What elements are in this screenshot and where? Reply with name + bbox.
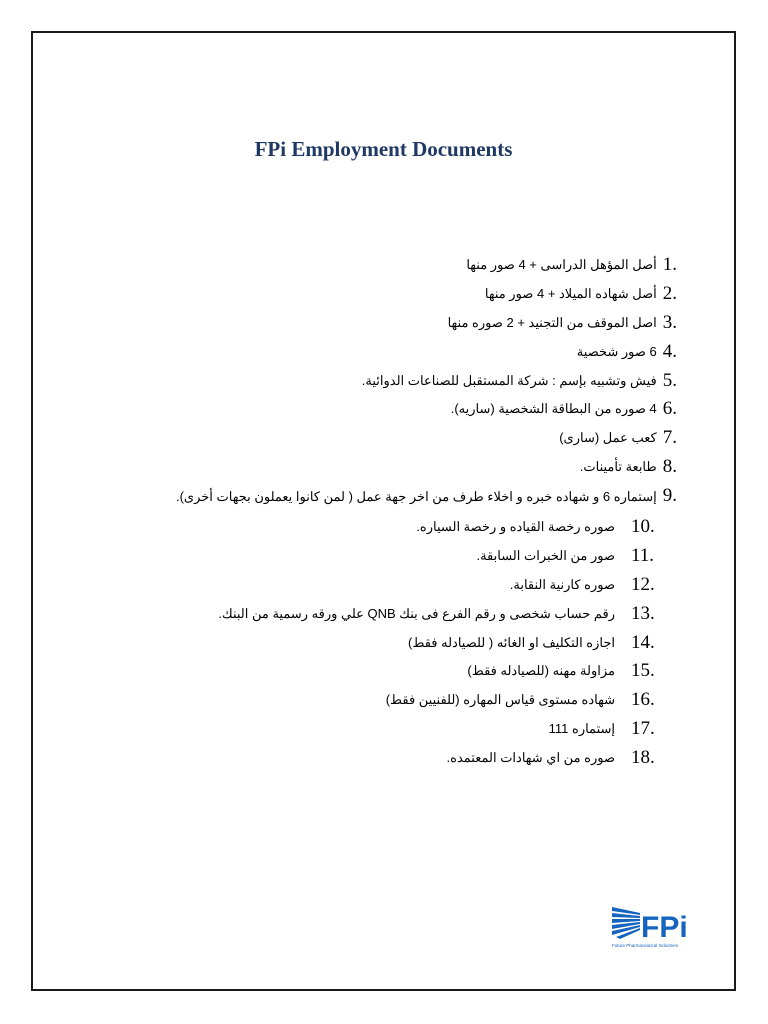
item-number: 11. [631,544,655,566]
list-item [117,575,677,595]
list-item [117,255,677,275]
list-item [117,428,677,448]
item-number: 17. [631,718,655,740]
item-number: 7. [662,427,677,449]
list-item [117,342,677,362]
list-item [117,748,677,768]
list-item [117,399,677,419]
item-text: إستماره 111 [548,721,615,737]
item-text: مزاولة مهنه (للصيادله فقط) [467,663,615,679]
item-text: اجازه التكليف او الغائه ( للصيادله فقط) [408,634,615,650]
item-text: صوره من اي شهادات المعتمده. [446,750,615,766]
item-text: أصل المؤهل الدراسى + 4 صور منها [466,257,657,272]
list-item [117,661,677,681]
list-item [117,284,677,304]
item-text: صوره كارنية النقابة. [509,576,615,592]
item-number: 10. [631,516,655,538]
item-text: 4 صوره من البطاقة الشخصية (ساريه). [450,401,657,417]
list-item [117,719,677,739]
item-number: 14. [631,631,655,653]
fpi-logo [610,899,694,949]
list-item [117,371,677,391]
item-number: 2. [662,282,677,304]
item-number: 15. [631,660,655,682]
list-item [117,604,677,624]
documents-list [117,255,677,777]
list-item [117,486,677,508]
logo-text: FPi [641,911,688,944]
item-number: 8. [662,456,677,478]
item-number: 12. [631,573,655,595]
list-item [117,633,677,653]
item-text: أصل شهاده الميلاد + 4 صور منها [484,285,657,301]
item-number: 3. [662,311,677,333]
item-text: شهاده مستوى قياس المهاره (للفنيين فقط) [385,692,615,708]
item-number: 6. [662,398,677,420]
item-text: كعب عمل (سارى) [559,430,657,446]
list-item [117,546,677,566]
item-text: اصل الموقف من التجنيد + 2 صوره منها [447,314,657,330]
item-number: 4. [662,340,677,362]
item-number: 13. [631,602,655,624]
item-text: صور من الخبرات السابقة. [476,547,615,563]
item-text: رقم حساب شخصى و رقم الفرع فى بنك QNB علي ورقه رسمية من البنك. [218,605,615,621]
item-number: 18. [631,747,655,769]
item-text: إستماره 6 و شهاده خبره و اخلاء طرف من اخر جهة عمل ( لمن كانوا يعملون بجهات أخرى). [175,489,657,505]
fpi-logo-icon [610,899,694,949]
item-number: 5. [662,369,677,391]
item-number: 16. [631,689,655,711]
logo-tagline: Future Pharmaceutical Industries [612,943,679,948]
item-number: 9. [662,485,677,507]
item-text: صوره رخصة القياده و رخصة السياره. [416,519,615,535]
list-item [117,457,677,477]
list-item [117,517,677,537]
item-number: 1. [662,254,677,275]
item-text: فيش وتشبيه بإسم : شركة المستقبل للصناعات الدوائية. [361,372,657,388]
document-page [31,31,736,991]
item-text: 6 صور شخصية [576,343,657,359]
item-text: طابعة تأمينات. [579,459,657,475]
page-title: FPi Employment Documents [254,137,513,161]
list-item [117,313,677,333]
list-item [117,690,677,710]
